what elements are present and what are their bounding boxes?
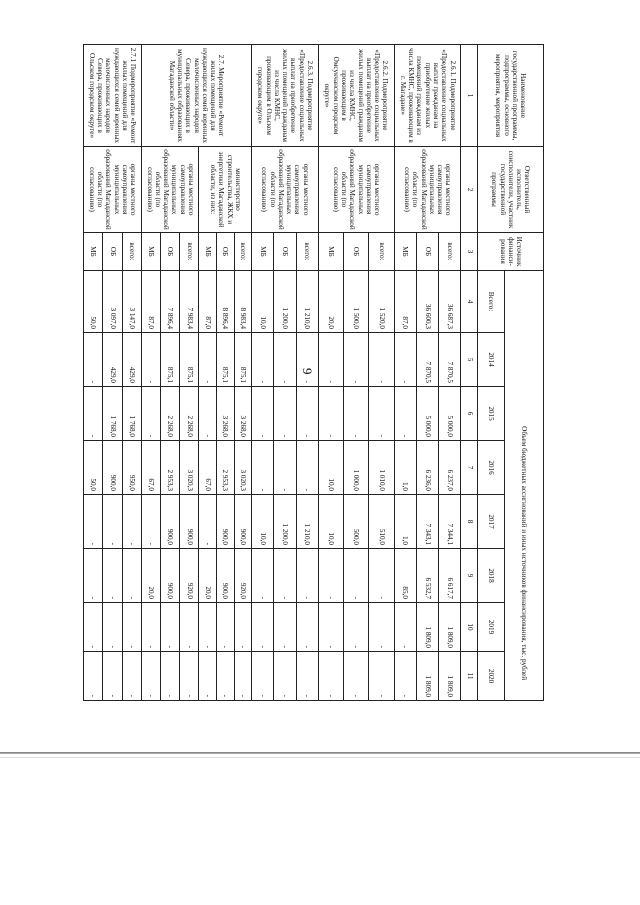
amount-cell: -	[394, 333, 416, 387]
amount-cell: 20,0	[199, 549, 217, 603]
table-row	[369, 45, 394, 701]
amount-cell: 900,0	[161, 495, 180, 549]
amount-cell: -	[141, 652, 160, 701]
column-index: 8	[461, 495, 478, 549]
amount-cell: -	[296, 652, 318, 701]
amount-cell: -	[180, 603, 199, 652]
col-name-header: Наименование государственной программы, подпрограммы, основного мероприятия, мероприятия	[478, 45, 544, 147]
amount-cell: -	[84, 652, 103, 701]
amount-cell: 1,0	[394, 495, 416, 549]
amount-cell: -	[274, 387, 296, 441]
amount-cell: -	[369, 387, 394, 441]
responsible-executor: органы местного самоуправления муниципальных образований Магаданской области (по согласованию)	[84, 147, 142, 233]
amount-cell: 6 532,7	[416, 549, 438, 603]
amount-cell: 1 000,0	[344, 441, 369, 495]
amount-cell: 875,1	[161, 333, 180, 387]
funding-source: ОБ	[274, 233, 296, 271]
funding-source: МБ	[199, 233, 217, 271]
budget-table	[83, 44, 544, 701]
amount-cell: 1 768,0	[103, 387, 122, 441]
amount-cell: 900,0	[103, 441, 122, 495]
amount-cell: 87,0	[199, 271, 217, 333]
amount-cell: -	[369, 603, 394, 652]
funding-source: МБ	[252, 233, 274, 271]
funding-source: всего:	[234, 233, 252, 271]
responsible-executor: органы местного самоуправления муниципальных образований Магаданской области (по согласованию)	[318, 147, 394, 233]
amount-cell: 920,0	[180, 549, 199, 603]
amount-cell: 900,0	[161, 549, 180, 603]
amount-cell: -	[141, 387, 160, 441]
amount-cell: 1 809,0	[439, 652, 461, 701]
funding-source: ОБ	[344, 233, 369, 271]
funding-source: ОБ	[161, 233, 180, 271]
amount-cell: -	[296, 333, 318, 387]
funding-source: всего:	[296, 233, 318, 271]
amount-cell: 1 200,0	[274, 495, 296, 549]
column-index: 1	[461, 45, 478, 147]
amount-cell: 875,1	[217, 333, 235, 387]
amount-cell: 429,0	[122, 333, 141, 387]
amount-cell: -	[122, 549, 141, 603]
amount-cell: -	[296, 603, 318, 652]
amount-cell: 8 983,4	[234, 271, 252, 333]
responsible-executor: органы местного самоуправления муниципальных образований Магаданской области (по согласованию)	[141, 147, 199, 233]
measure-name: 2.6.3. Подмероприятие «Предоставление социальных выплат на приобретение жилых помещений гражданам из числа КМНС, проживающим в Ольском городском округе»	[252, 45, 319, 147]
amount-cell: -	[199, 387, 217, 441]
amount-cell: -	[394, 603, 416, 652]
horizontal-rule-faint	[0, 757, 640, 758]
responsible-executor: органы местного самоуправления муниципальных образований Магаданской области (по согласованию)	[394, 147, 461, 233]
amount-cell: 7 870,5	[439, 333, 461, 387]
amount-cell: -	[394, 387, 416, 441]
amount-cell: 2 953,3	[217, 441, 235, 495]
column-index-row	[461, 45, 478, 701]
funding-source: ОБ	[416, 233, 438, 271]
year-header: 2017	[478, 495, 504, 549]
amount-cell: 7 344,1	[439, 495, 461, 549]
amount-cell: 1 809,0	[416, 603, 438, 652]
amount-cell: -	[122, 495, 141, 549]
amount-cell: 67,0	[199, 441, 217, 495]
amount-cell: -	[274, 603, 296, 652]
amount-cell: 7 870,5	[416, 333, 438, 387]
amount-cell: -	[161, 652, 180, 701]
col-source-header: Источник финанси-рования	[478, 233, 544, 271]
header-row-1	[504, 45, 543, 701]
amount-cell: 10,0	[318, 441, 343, 495]
amount-cell: 429,0	[103, 333, 122, 387]
column-index: 3	[461, 233, 478, 271]
col-resp-header: Ответственный исполнитель, соисполнители, участник государственной программы	[478, 147, 544, 233]
amount-cell: 1 210,0	[296, 271, 318, 333]
amount-cell: 5 000,0	[416, 387, 438, 441]
funding-source: всего:	[369, 233, 394, 271]
column-index: 7	[461, 441, 478, 495]
amount-cell: -	[103, 495, 122, 549]
amount-cell: -	[161, 603, 180, 652]
column-index: 5	[461, 333, 478, 387]
amount-cell: 10,0	[252, 271, 274, 333]
year-header: 2020	[478, 652, 504, 701]
amount-cell: -	[84, 603, 103, 652]
amount-cell: 50,0	[84, 271, 103, 333]
amount-cell: -	[199, 603, 217, 652]
responsible-executor: органы местного самоуправления муниципальных образований Магаданской области (по согласованию)	[252, 147, 319, 233]
amount-cell: -	[141, 333, 160, 387]
amount-cell: -	[296, 387, 318, 441]
amount-cell: -	[199, 333, 217, 387]
amount-cell: -	[234, 652, 252, 701]
amount-cell: -	[84, 549, 103, 603]
amount-cell: -	[252, 333, 274, 387]
amount-cell: -	[274, 549, 296, 603]
measure-name: 2.7.1 Подмероприятие «Ремонт жилых помещений для нуждающихся семей коренных малочисленных народов Севера, проживающих в Ольском городском округе»	[84, 45, 142, 147]
amount-cell: 3 268,0	[234, 387, 252, 441]
amount-cell: -	[274, 652, 296, 701]
amount-cell: 5 000,0	[439, 387, 461, 441]
measure-name: 2.6.2. Подмероприятие «Предоставление социальных выплат на приобретение жилых помещений гражданам из числа КМНС, проживающим в Омсукчанском городском округе»	[318, 45, 394, 147]
amount-cell: -	[199, 652, 217, 701]
amount-cell: -	[252, 441, 274, 495]
year-header: 2019	[478, 603, 504, 652]
amount-cell: 10,0	[318, 495, 343, 549]
amount-cell: 1 200,0	[274, 271, 296, 333]
amount-cell: -	[344, 333, 369, 387]
funding-source: ОБ	[217, 233, 235, 271]
table-row	[234, 45, 252, 701]
amount-cell: -	[234, 603, 252, 652]
amount-cell: 6 617,7	[439, 549, 461, 603]
amount-cell: 875,1	[180, 333, 199, 387]
year-header: Всего:	[478, 271, 504, 333]
amount-cell: 1 500,0	[344, 271, 369, 333]
amount-cell: -	[344, 652, 369, 701]
amount-cell: 1 010,0	[369, 441, 394, 495]
amount-cell: 920,0	[234, 549, 252, 603]
table-body	[84, 45, 461, 701]
table-row	[122, 45, 141, 701]
amount-cell: 2 268,0	[161, 387, 180, 441]
measure-name: 2.6.1. Подмероприятие «Предоставление социальных выплат гражданам на приобретение жилых помещений гражданам из числа КМНС, проживающим в г. Магадане»	[394, 45, 461, 147]
amount-cell: 1 210,0	[296, 495, 318, 549]
amount-cell: 8 896,4	[217, 271, 235, 333]
amount-cell: -	[296, 549, 318, 603]
amount-cell: 10,0	[252, 495, 274, 549]
page-number: 9	[300, 368, 315, 375]
amount-cell: 900,0	[217, 495, 235, 549]
amount-cell: 87,0	[141, 271, 160, 333]
amount-cell: -	[252, 549, 274, 603]
amount-cell: 3 147,0	[122, 271, 141, 333]
amount-cell: -	[274, 441, 296, 495]
amount-cell: 3 097,0	[103, 271, 122, 333]
amount-cell: -	[122, 652, 141, 701]
column-index: 2	[461, 147, 478, 233]
amount-cell: 36 687,3	[439, 271, 461, 333]
funding-source: МБ	[394, 233, 416, 271]
amount-cell: 1 768,0	[122, 387, 141, 441]
amount-cell: -	[296, 441, 318, 495]
amount-cell: -	[318, 387, 343, 441]
amount-cell: 7 343,1	[416, 495, 438, 549]
amount-cell: 85,0	[394, 549, 416, 603]
funding-source: МБ	[318, 233, 343, 271]
year-header: 2016	[478, 441, 504, 495]
amount-cell: 3 268,0	[217, 387, 235, 441]
amount-cell: 510,0	[369, 495, 394, 549]
funding-source: всего:	[122, 233, 141, 271]
funding-title: Объем бюджетных ассигнований и иных источников финансирования, тыс. рублей	[504, 271, 543, 701]
amount-cell: -	[103, 652, 122, 701]
amount-cell: -	[318, 549, 343, 603]
amount-cell: -	[369, 549, 394, 603]
amount-cell: 20,0	[318, 271, 343, 333]
amount-cell: -	[217, 652, 235, 701]
amount-cell: -	[318, 333, 343, 387]
amount-cell: -	[141, 495, 160, 549]
amount-cell: 900,0	[180, 495, 199, 549]
column-index: 9	[461, 549, 478, 603]
amount-cell: 900,0	[234, 495, 252, 549]
funding-source: всего:	[439, 233, 461, 271]
measure-name: 2.7. Мероприятие «Ремонт жилых помещений для нуждающихся семей коренных малочисленных народов Севера, проживающих в муниципальных образованиях Магаданской области»	[141, 45, 251, 147]
budget-table-rotated	[83, 44, 544, 700]
amount-cell: 1 809,0	[416, 652, 438, 701]
table-row	[439, 45, 461, 701]
amount-cell: 1,0	[394, 441, 416, 495]
amount-cell: -	[274, 333, 296, 387]
amount-cell: 875,1	[234, 333, 252, 387]
amount-cell: -	[344, 387, 369, 441]
amount-cell: 2 268,0	[180, 387, 199, 441]
amount-cell: -	[122, 603, 141, 652]
amount-cell: -	[252, 603, 274, 652]
amount-cell: -	[217, 603, 235, 652]
amount-cell: 36 600,3	[416, 271, 438, 333]
amount-cell: -	[84, 333, 103, 387]
amount-cell: 20,0	[141, 549, 160, 603]
amount-cell: -	[141, 603, 160, 652]
year-header: 2015	[478, 387, 504, 441]
amount-cell: -	[369, 652, 394, 701]
amount-cell: -	[252, 652, 274, 701]
amount-cell: -	[369, 333, 394, 387]
amount-cell: 950,0	[122, 441, 141, 495]
amount-cell: -	[394, 652, 416, 701]
amount-cell: -	[84, 387, 103, 441]
funding-source: МБ	[141, 233, 160, 271]
funding-source: всего:	[180, 233, 199, 271]
amount-cell: -	[84, 495, 103, 549]
column-index: 6	[461, 387, 478, 441]
column-index: 10	[461, 603, 478, 652]
amount-cell: 1 809,0	[439, 603, 461, 652]
responsible-executor: министерство строительства, ЖКХ и энергетики Магаданской области, из них:	[199, 147, 252, 233]
amount-cell: 7 983,4	[180, 271, 199, 333]
amount-cell: 2 953,3	[161, 441, 180, 495]
amount-cell: -	[199, 495, 217, 549]
year-header: 2018	[478, 549, 504, 603]
amount-cell: 900,0	[217, 549, 235, 603]
amount-cell: -	[344, 549, 369, 603]
amount-cell: -	[252, 387, 274, 441]
amount-cell: -	[180, 652, 199, 701]
column-index: 11	[461, 652, 478, 701]
amount-cell: 3 020,3	[180, 441, 199, 495]
amount-cell: 67,0	[141, 441, 160, 495]
table-row	[296, 45, 318, 701]
funding-source: МБ	[84, 233, 103, 271]
horizontal-rule	[0, 752, 640, 754]
amount-cell: -	[103, 603, 122, 652]
column-index: 4	[461, 271, 478, 333]
amount-cell: -	[103, 549, 122, 603]
amount-cell: -	[318, 652, 343, 701]
amount-cell: 1 520,0	[369, 271, 394, 333]
amount-cell: 6 237,0	[439, 441, 461, 495]
amount-cell: 50,0	[84, 441, 103, 495]
year-header: 2014	[478, 333, 504, 387]
funding-source: ОБ	[103, 233, 122, 271]
amount-cell: 500,0	[344, 495, 369, 549]
amount-cell: -	[344, 603, 369, 652]
amount-cell: 3 020,3	[234, 441, 252, 495]
amount-cell: 7 896,4	[161, 271, 180, 333]
amount-cell: -	[318, 603, 343, 652]
amount-cell: 6 236,0	[416, 441, 438, 495]
amount-cell: 87,0	[394, 271, 416, 333]
